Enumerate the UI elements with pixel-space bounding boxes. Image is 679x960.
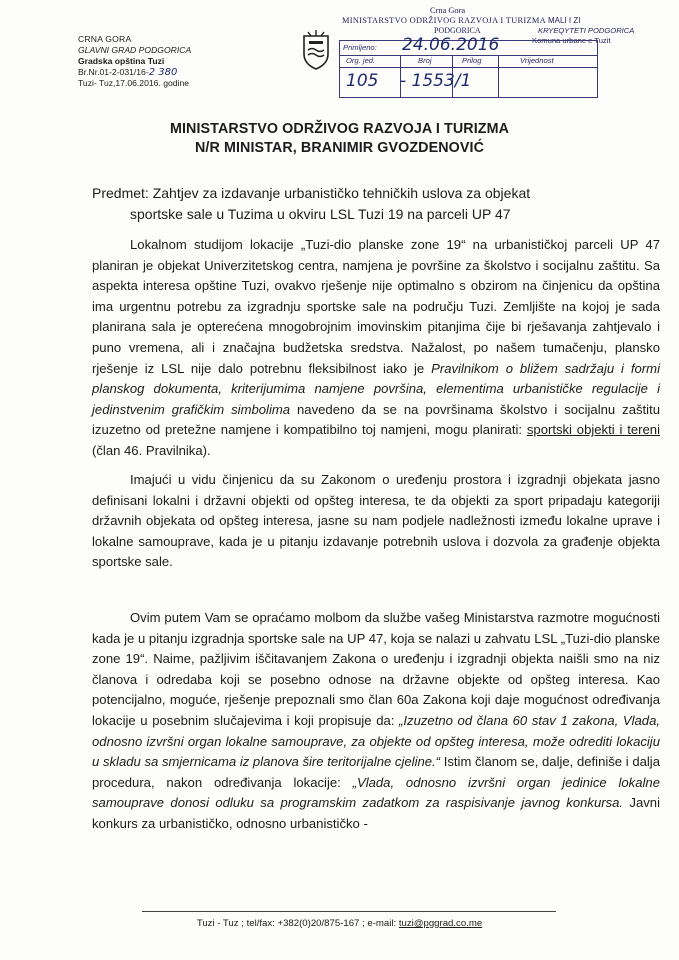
addressee-title: MINISTARSTVO ODRŽIVOG RAZVOJA I TURIZMA (169, 121, 510, 137)
footer-email-link[interactable]: tuzi@pggrad.co.me (398, 918, 483, 929)
stamp-country: Crna Gora (430, 6, 466, 15)
coat-of-arms-icon (300, 30, 332, 70)
law-quote-2: „Vlada, odnosno izvršni organ jedinice lokalne samouprave donosi odluku sa programskim zadatkom za raspisivanje javnog konkursa. (92, 774, 660, 811)
paragraph-1: Lokalnom studijom lokacije „Tuzi-dio planske zone 19“ na urbanističkoj parceli UP 47 planiran je objekat Univerzitetskog centra, namjena je površine za školstvo i socijalnu zaštitu. Sa aspekta interesa opštine Tuzi, ovakvo rješenje nije optimalno s obzirom na činjenicu da opština ima urgentnu potrebu za izgradnju sportske sale na području Tuzi. Zemljište na kojoj je sada planirana sala je opterećena mnogobrojnim imovinskim pitanjima čije bi rješavanja zahtjevalo i puno vremena, ali i značajna budžetska sredstva. Nažalost, po našem tumačenju, plansko rješenje iz LSL nije dalo potrebnu fleksibilnost iako je Pravilnikom o bližem sadržaju i formi planskog dokumenta, kriterijumima namjene površina, elementima urbanističke regulacije i jedinstvenim grafičkim simbolima navedeno da se na površinama školstvo i socijalnu zaštitu izuzetno od pretežne namjene i kompatibilno toj namjeni, mogu planirati: sportski objekti i tereni (član 46. Pravilnika). (92, 237, 660, 458)
law-quote-1: „Izuzetno od člana 60 stav 1 zakona, Vlada, odnosno izvršni organ lokalne samouprave, za objekte od opšteg interesa, može odrediti lokaciju u skladu sa smjernicama iz planova šire teritorijalne cjeline.“ (92, 712, 661, 770)
footer (0, 918, 679, 929)
subject (92, 183, 530, 225)
subject-line-1: Predmet: Zahtjev za izdavanje urbanističko tehničkih uslova za objekat (92, 185, 531, 201)
footer-contact: Tuzi - Tuz ; tel/fax: +382(0)20/875-167 ; e-mail: (196, 918, 399, 929)
stamp-broj-value: - 1553/1 (400, 71, 472, 91)
paragraph-3: Ovim putem Vam se opraćamo molbom da službe vašeg Ministarstva razmotre mogućnosti kada je u pitanju izgradnja sportske sale na UP 47, koja se nalazi u zahvatu LSL „Tuzi-dio planske zone 19“. Naime, pažljivim iščitavanjem Zakona o uređenju i izgradnji objekta naišli smo na niz članova i odredaba koji se posebno odnose na državne objekte od opšteg interesa. Kao potencijalno, moguće, rješenje prepoznali smo član 60a Zakona koji daje mogućnost određivanja lokacije u posebnim slučajevima i koji propisuje da: „Izuzetno od člana 60 stav 1 zakona, Vlada, odnosno izvršni organ lokalne samouprave, za objekte od opšteg interesa, može odrediti lokaciju u skladu sa smjernicama iz planova šire teritorijalne cjeline.“ Istim članom se, dalje, definiše i dalja procedura, nakon određivanja lokacije: „Vlada, odnosno izvršni organ jedinice lokalne samouprave donosi odluku sa programskim zadatkom za raspisivanje javnog konkursa. Javni konkurs za urbanističko, odnosno urbanističko - (92, 610, 661, 831)
reg-number-handwritten: 2 380 (148, 67, 178, 78)
sender-block (78, 34, 191, 89)
sender-place-date: Tuzi- Tuz,17.06.2016. godine (78, 78, 189, 88)
stamp-col-vrijednost: Vrijednost (520, 56, 554, 65)
sender-municipality: Gradska opština Tuzi (78, 56, 165, 66)
stamp-received-label: Primljeno: (343, 43, 377, 52)
sender-reg-number: Br.Nr.01-2-031/16-2 380 (78, 67, 178, 78)
addressee-name: N/R MINISTAR, BRANIMIR GVOZDENOVIĆ (194, 140, 485, 156)
paragraph-2: Imajući u vidu činjenicu da su Zakonom o uređenju prostora i izgradnji objekata jasno definisani lokalni i državni objekti od opšteg interesa, te da objekti za sport pripadaju kategoriji državnih objekata od opšteg interesa, jasne su nam podjele nadležnosti između lokalne uprave i lokalne samouprave, kada je u pitanju izdavanje potrebnih uslova i dozvola za građenje objekta sportske sale. (92, 472, 660, 570)
sender-capital: GLAVNI GRAD PODGORICA (78, 45, 192, 55)
stamp-org-value: 105 (346, 71, 379, 91)
rulebook-title: Pravilnikom o bližem sadržaju i formi planskog dokumenta, kriterijumima namjene površina, elementima urbanističke regulacije i jedinstvenim grafičkim simbolima (92, 360, 660, 417)
stamp-col-org: Org. jed. (346, 56, 376, 65)
stamp-kryeqyteti: KRYEQYTETI PODGORICA (538, 26, 635, 35)
stamp-col-broj: Broj (418, 56, 432, 65)
sport-facilities-underlined: sportski objekti i tereni (526, 422, 660, 438)
stamp-col-prilog: Prilog (462, 56, 482, 65)
stamp-ministry: MINISTARSTVO ODRŽIVOG RAZVOJA I TURIZMA (342, 16, 546, 25)
stamp-received-date: 24.06.2016 (402, 35, 500, 55)
sender-country: CRNA GORA (78, 34, 132, 44)
footer-divider (142, 911, 556, 912)
stamp-komuna: Komuna urbane e Tuzit (532, 36, 611, 45)
subject-line-2: sportske sale u Tuzima u okviru LSL Tuzi 19 na parceli UP 47 (130, 206, 511, 222)
stamp-mali-i-zi: MALI I ZI (548, 16, 581, 25)
stamp-city: PODGORICA (434, 26, 481, 35)
